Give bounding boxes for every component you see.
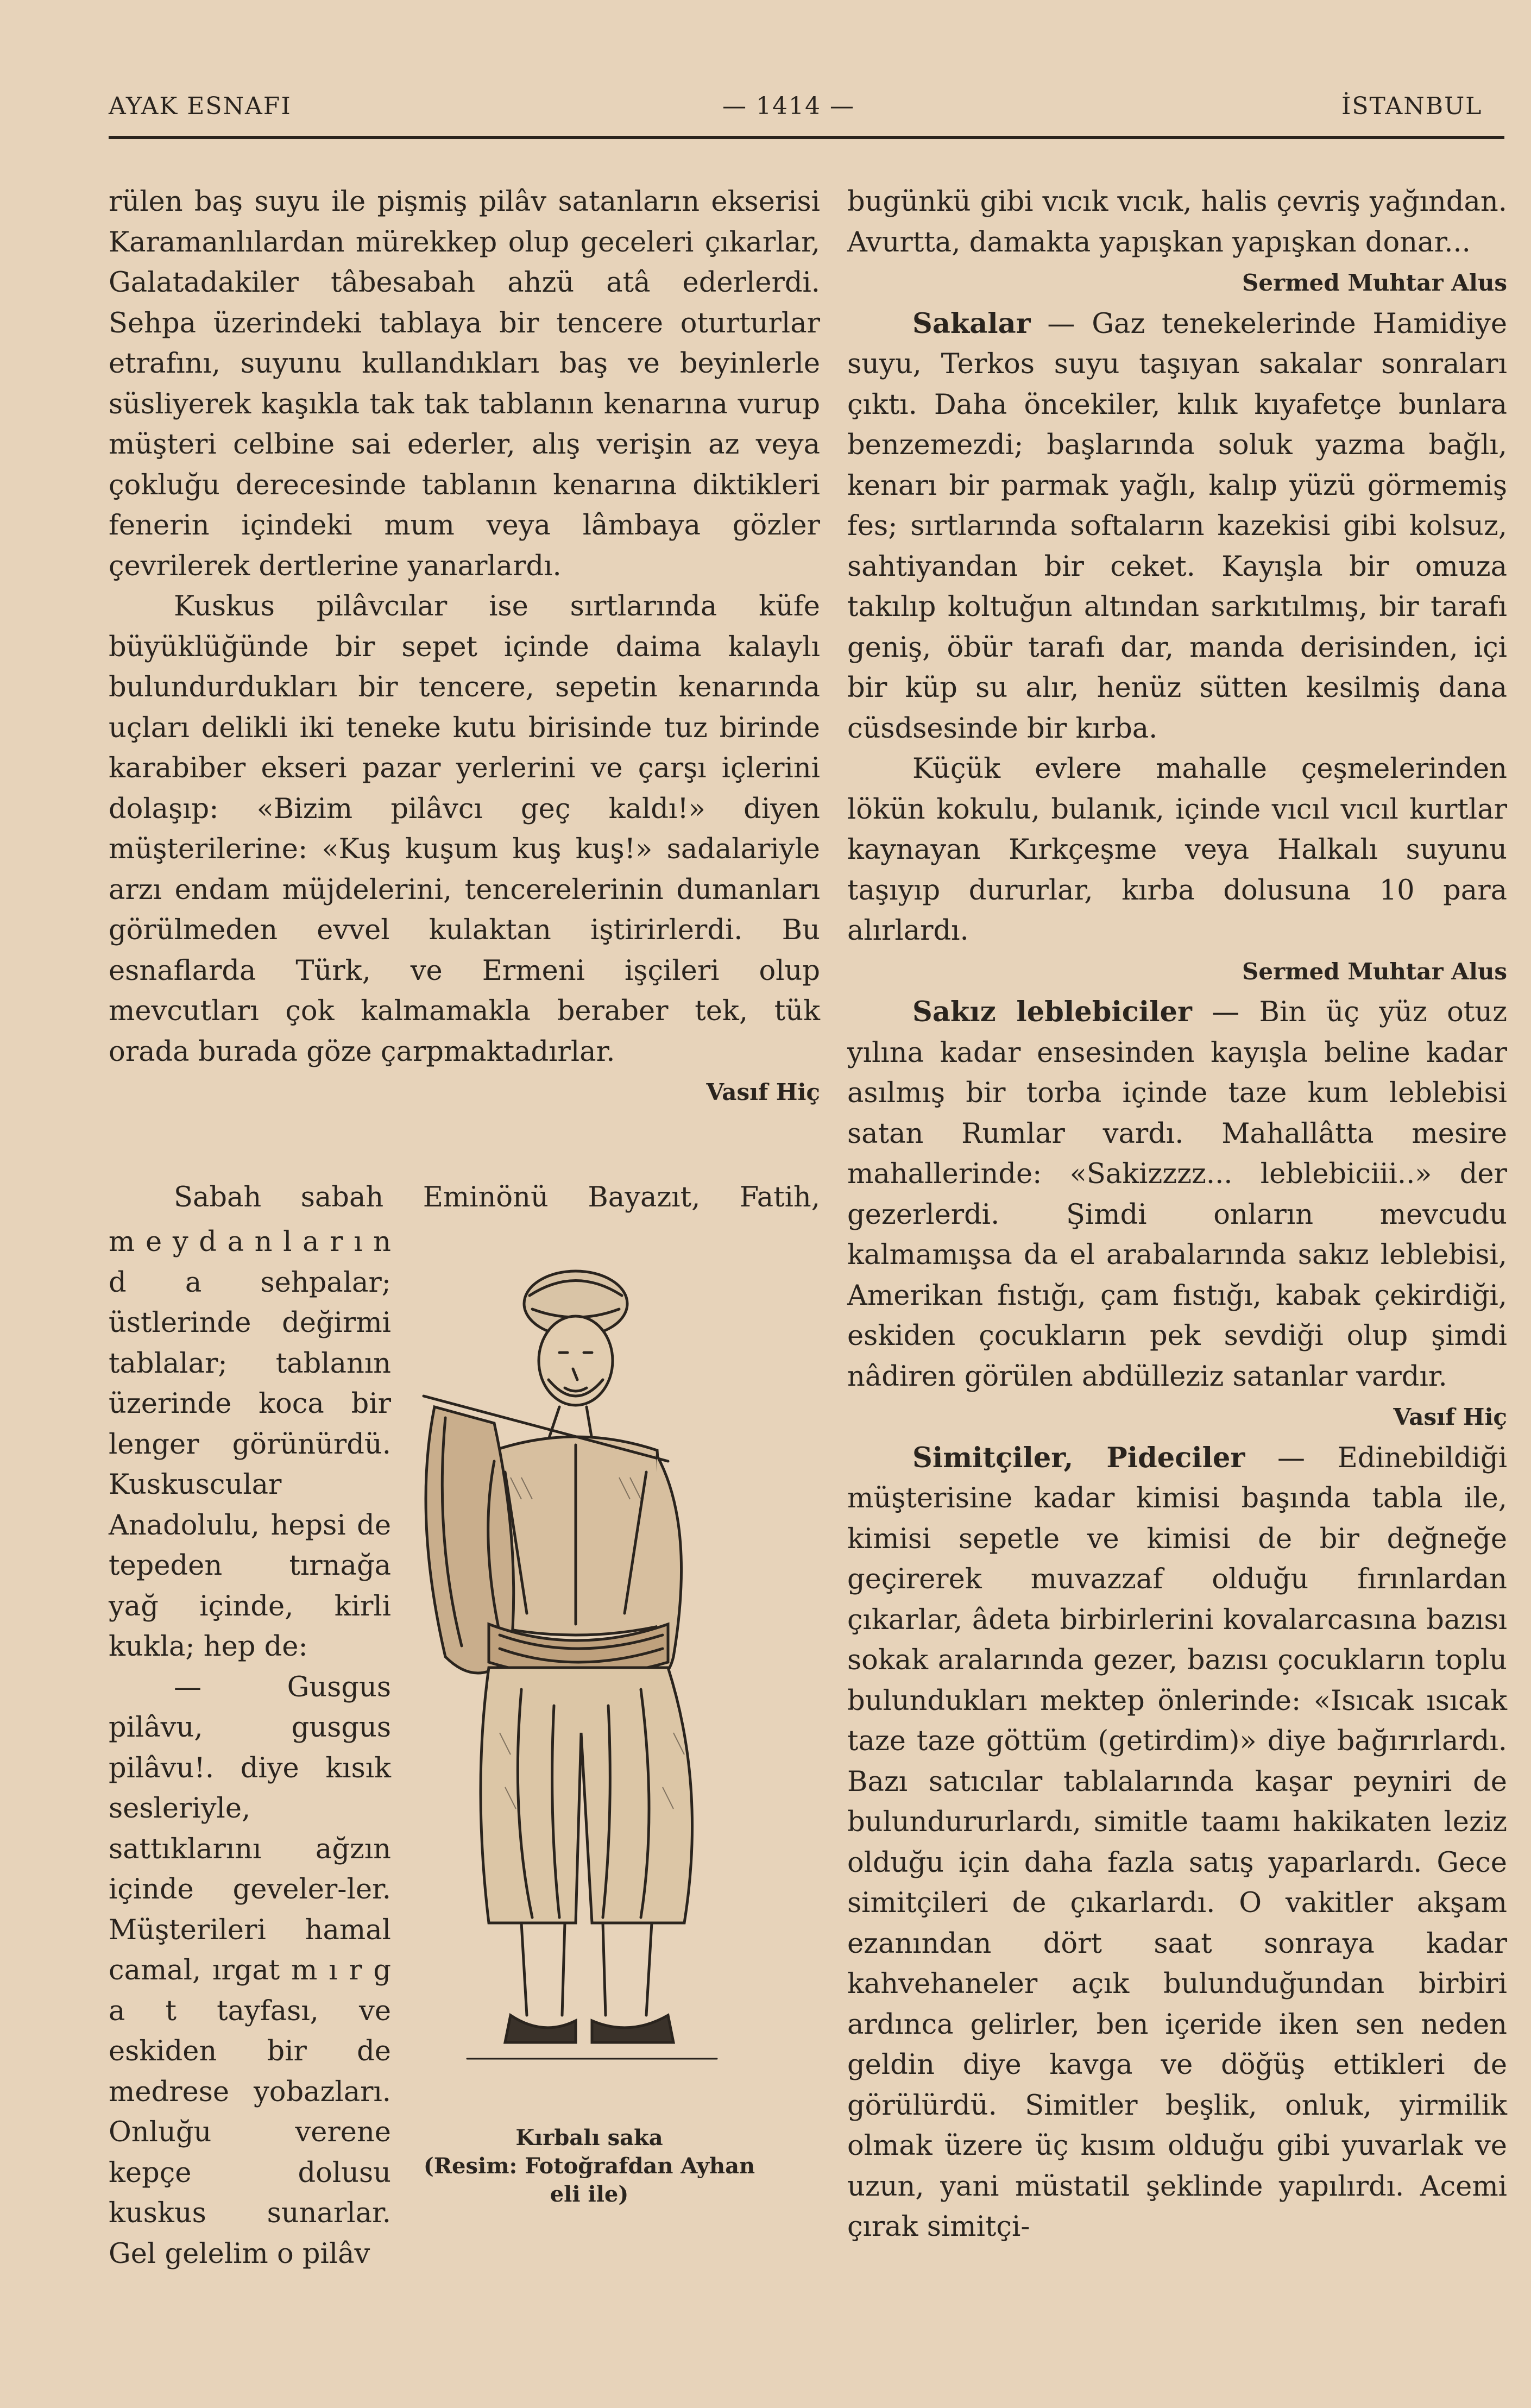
entry-simitciler (847, 1438, 1507, 2248)
caption-title: Kırbalı saka (515, 2125, 663, 2151)
entry-body: — Edinebildiği müşterisine kadar kimisi başında tabla ile, kimisi sepetle ve kimisi de bir değneğe geçirerek muvazzaf olduğu fırınlardan çıkarlar, âdeta birbirlerini kovalarcasına bazısı sokak aralarında gezer, bazısı çocukların toplu bulundukları mektep önlerinde: «Isıcak ısıcak taze taze göttüm (getirdim)» diye bağırırlardı. Bazı satıcılar tablalarında kaşar peyniri de bulundururlardı, simitle taamı hakikaten leziz olduğu için daha fazla satış yaparlardı. Gece simitçileri de çıkarlardı. O vakitler akşam ezanından dört saat sonraya kadar kahvehaneler açık bulunduğundan birbiri ardınca gelirler, ben içeride iken sen neden geldin diye kavga ve döğüş ettikleri de görülürdü. Simitler beşlik, onluk, yirmilik olmak üzere üç kısım olduğu gibi yuvarlak ve uzun, yani müstatil şeklinde yapılırdı. Acemi çırak simitçi- (847, 1442, 1507, 2243)
paragraph-bugunku: bugünkü gibi vıcık vıcık, halis çevriş yağından. Avurtta, damakta yapışkan yapışkan donar... (847, 186, 1507, 259)
entry-heading: Sakalar (912, 307, 1031, 340)
entry-sakalar (847, 304, 1507, 750)
running-header-title: AYAK ESNAFI (109, 92, 292, 120)
caption-credit-line2: eli ile) (550, 2181, 629, 2207)
water-carrier-illustration (413, 1244, 766, 2091)
author-signature: Vasıf Hiç (1393, 1404, 1507, 1430)
entry-body: — Gaz tenekelerinde Hamidiye suyu, Terkos suyu taşıyan sakalar sonraları çıktı. Daha öncekiler, kılık kıyafetçe bunlara benzemezdi; başlarında soluk yazma bağlı, kenarı bir parmak yağlı, kalıp yüzü görmemiş fes; sırtlarında softaların kazekisi gibi kolsuz, sahtiyandan bir ceket. Kayışla bir omuza takılıp koltuğun altından sarkıtılmış, bir tarafı geniş, öbür tarafı dar, manda derisinden, içi bir küp su alır, henüz sütten kesilmiş dana cüsdsesinde bir kırba. (847, 307, 1507, 745)
author-signature: Sermed Muhtar Alus (1242, 269, 1507, 296)
caption-credit-line1: (Resim: Fotoğrafdan Ayhan (423, 2153, 755, 2179)
illustration-caption (413, 2124, 766, 2209)
right-column (847, 182, 1507, 2248)
narrow-text-column (109, 1222, 391, 2274)
paragraph-meydanlarinda: m e y d a n l a r ı n d a sehpalar; üstlerinde değirmi tablalar; tablanın üzerinde koca bir lenger görünürdü. Kuskuscular Anadolulu, hepsi de tepeden tırnağa yağ içinde, kirli kukla; hep de: (109, 1226, 391, 1663)
author-signature: Sermed Muhtar Alus (1242, 958, 1507, 985)
entry-sakiz-leblebiciler (847, 992, 1507, 1397)
left-column (109, 182, 820, 1113)
author-signature: Vasıf Hiç (706, 1079, 820, 1105)
paragraph-gusgus: — Gusgus pilâvu, gusgus pilâvu!. diye kısık sesleriyle, sattıklarını ağzın içinde geveler-ler. Müşterileri hamal camal, ırgat m ı r g a t tayfası, ve eskiden bir de medrese yobazları. Onluğu verene kepçe dolusu kuskus sunarlar. Gel gelelim o pilâv (109, 1671, 391, 2270)
entry-heading: Simitçiler, Pideciler (912, 1441, 1245, 1474)
header-rule (109, 136, 1504, 139)
paragraph-kucuk-evlere: Küçük evlere mahalle çeşmelerinden lökün kokulu, bulanık, içinde vıcıl vıcıl kurtlar kaynayan Kırkçeşme veya Halkalı suyunu taşıyıp dururlar, kırba dolusuna 10 para alırlardı. (847, 753, 1507, 947)
entry-heading: Sakız leblebiciler (912, 996, 1192, 1028)
running-header-section: İSTANBUL (1341, 92, 1483, 120)
paragraph-sabah-sabah: Sabah sabah Eminönü Bayazıt, Fatih, (174, 1181, 820, 1214)
entry-body: — Bin üç yüz otuz yılına kadar ensesinden kayışla beline kadar asılmış bir torba içinde taze kum leblebisi satan Rumlar vardı. Mahallâtta mesire mahallerinde: «Sakizzzz... leblebiciii..» der gezerlerdi. Şimdi onların mevcudu kalmamışsa da el arabalarında sakız leblebisi, Amerikan fıstığı, çam fıstığı, kabak çekirdiği, eskiden çocukların pek sevdiği olup şimdi nâdiren görülen abdülleziz satanlar vardır. (847, 996, 1507, 1393)
page-number: — 1414 — (722, 92, 855, 120)
paragraph-bas-suyu: rülen baş suyu ile pişmiş pilâv satanların ekserisi Karamanlılardan mürekkep olup geceleri çıkarlar, Galatadakiler tâbesabah ahzü atâ ederlerdi. Sehpa üzerindeki tablaya bir tencere oturturlar etrafını, suyunu kullandıkları baş ve beyinlerle süsliyerek kaşıkla tak tak tablanın kenarına vurup müşteri celbine sai ederler, alış verişin az veya çokluğu derecesinde tablanın kenarına diktikleri fenerin içindeki mum veya lâmbaya gözler çevrilerek dertlerine yanarlardı. (109, 186, 820, 582)
paragraph-kuskus: Kuskus pilâvcılar ise sırtlarında küfe büyüklüğünde bir sepet içinde daima kalaylı bulundurdukları bir tencere, sepetin kenarında uçları delikli iki teneke kutu birisinde tuz birinde karabiber ekseri pazar yerlerini ve çarşı içlerini dolaşıp: «Bizim pilâvcı geç kaldı!» diyen müşterilerine: «Kuş kuşum kuş kuş!» sadalariyle arzı endam müjdelerini, tencerelerinin dumanları görülmeden evvel kulaktan iştirirlerdi. Bu esnaflarda Türk, ve Ermeni işçileri olup mevcutları çok kalmamakla beraber tek, tük orada burada göze çarpmaktadırlar. (109, 590, 820, 1068)
